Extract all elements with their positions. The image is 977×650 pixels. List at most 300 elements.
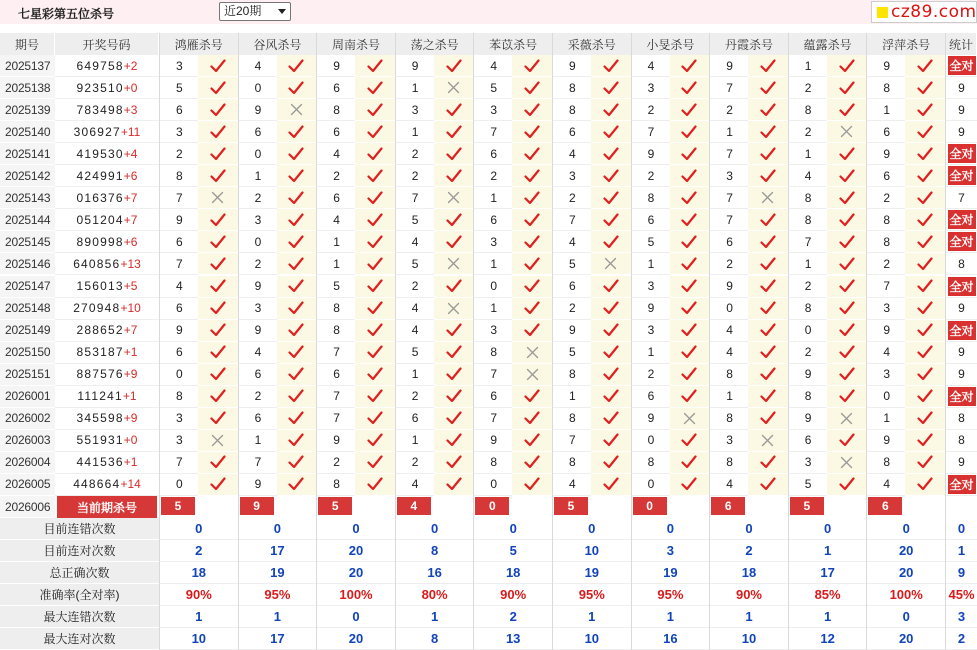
kill-number: 0: [710, 298, 748, 320]
summary-value: 0: [474, 518, 552, 540]
issue-number: 2025139: [0, 99, 55, 121]
check-icon: [434, 386, 474, 408]
draw-code: [55, 276, 159, 298]
kill-number: 4: [710, 342, 748, 364]
kill-number: 4: [474, 55, 512, 77]
check-icon: [355, 77, 395, 99]
check-icon: [827, 209, 867, 231]
kill-number: 4: [396, 320, 434, 342]
check-icon: [277, 187, 317, 209]
summary-value: 5: [474, 540, 552, 562]
current-kill-number: 6: [868, 497, 902, 515]
kill-number: 6: [317, 187, 355, 209]
kill-number: 9: [239, 474, 277, 496]
check-icon: [198, 276, 238, 298]
summary-value: 13: [474, 628, 552, 650]
check-icon: [905, 55, 945, 77]
kill-number: 9: [789, 364, 827, 386]
kill-number: 5: [317, 276, 355, 298]
kill-number: 8: [710, 364, 748, 386]
summary-value: 0: [553, 518, 631, 540]
row-stat: [946, 408, 977, 430]
check-icon: [670, 99, 710, 121]
check-icon: [748, 143, 788, 165]
draw-extra: +1: [123, 455, 138, 470]
column-divider: [709, 33, 710, 650]
site-logo[interactable]: [871, 1, 977, 23]
summary-row: [0, 584, 977, 606]
kill-number: 6: [160, 342, 198, 364]
row-stat: [946, 342, 977, 364]
draw-extra: +2: [123, 58, 138, 73]
summary-value: 20: [317, 628, 395, 650]
table-row: [0, 452, 977, 474]
table-row: [0, 77, 977, 99]
issue-number: 2025138: [0, 77, 55, 99]
kill-number: 6: [474, 386, 512, 408]
kill-number: 6: [867, 165, 905, 187]
summary-value: 0: [946, 518, 977, 540]
summary-label: 最大连错次数: [0, 606, 159, 628]
summary-value: 16: [396, 562, 474, 584]
kill-number: 7: [317, 408, 355, 430]
column-divider: [866, 33, 867, 650]
cross-icon: [434, 77, 474, 99]
kill-number: 0: [160, 364, 198, 386]
check-icon: [670, 320, 710, 342]
check-icon: [748, 276, 788, 298]
check-icon: [277, 386, 317, 408]
draw-extra: +10: [120, 301, 141, 316]
summary-value: 3: [632, 540, 710, 562]
header-expert: 采薇杀号: [553, 33, 632, 55]
summary-value: 8: [396, 540, 474, 562]
kill-number: 0: [239, 231, 277, 253]
kill-number: 5: [789, 474, 827, 496]
kill-number: 6: [553, 121, 591, 143]
kill-number: 6: [710, 231, 748, 253]
kill-number: 1: [789, 143, 827, 165]
draw-code: [55, 320, 159, 342]
draw-extra: +4: [123, 146, 138, 161]
kill-number: 2: [396, 452, 434, 474]
kill-number: 4: [789, 165, 827, 187]
cross-icon: [512, 364, 552, 386]
summary-value: 10: [160, 628, 238, 650]
draw-code: [55, 253, 159, 275]
kill-number: 2: [553, 298, 591, 320]
kill-number: 9: [632, 143, 670, 165]
check-icon: [512, 165, 552, 187]
check-icon: [591, 298, 631, 320]
draw-extra: +3: [123, 102, 138, 117]
kill-number: 6: [789, 430, 827, 452]
row-stat: [946, 187, 977, 209]
correct-count: 7: [958, 190, 965, 205]
check-icon: [670, 209, 710, 231]
summary-value: 1: [632, 606, 710, 628]
check-icon: [905, 276, 945, 298]
draw-code: [55, 165, 159, 187]
current-kill-number: 4: [397, 497, 431, 515]
check-icon: [748, 99, 788, 121]
check-icon: [277, 77, 317, 99]
check-icon: [355, 99, 395, 121]
draw-digits: 853187: [76, 345, 124, 360]
check-icon: [434, 121, 474, 143]
check-icon: [198, 364, 238, 386]
draw-digits: 111241: [77, 389, 123, 404]
summary-value: 12: [789, 628, 867, 650]
check-icon: [591, 408, 631, 430]
kill-number: 7: [160, 452, 198, 474]
correct-count: 8: [958, 433, 965, 448]
accuracy-value: 80%: [396, 584, 474, 606]
check-icon: [827, 187, 867, 209]
check-icon: [670, 77, 710, 99]
kill-number: 9: [710, 276, 748, 298]
summary-value: 17: [239, 540, 317, 562]
check-icon: [512, 298, 552, 320]
check-icon: [670, 121, 710, 143]
accuracy-value: 90%: [710, 584, 788, 606]
check-icon: [905, 77, 945, 99]
check-icon: [277, 364, 317, 386]
summary-value: 17: [789, 562, 867, 584]
kill-number: 8: [474, 342, 512, 364]
table-row: [0, 364, 977, 386]
check-icon: [827, 165, 867, 187]
kill-number: 6: [239, 408, 277, 430]
check-icon: [670, 143, 710, 165]
kill-number: 5: [553, 342, 591, 364]
header-expert: 苯苡杀号: [474, 33, 553, 55]
accuracy-value: 45%: [946, 584, 977, 606]
check-icon: [905, 121, 945, 143]
current-kill-number: 5: [790, 497, 824, 515]
kill-number: 9: [553, 55, 591, 77]
column-divider: [631, 33, 632, 650]
check-icon: [591, 320, 631, 342]
draw-digits: 923510: [76, 80, 124, 95]
cross-icon: [591, 253, 631, 275]
all-correct-badge: 全对: [948, 232, 976, 251]
check-icon: [355, 121, 395, 143]
draw-code: [55, 121, 159, 143]
kill-number: 3: [239, 209, 277, 231]
kill-number: 8: [553, 408, 591, 430]
kill-number: 0: [474, 276, 512, 298]
kill-number: 6: [239, 121, 277, 143]
kill-number: 2: [396, 165, 434, 187]
kill-number: 7: [317, 342, 355, 364]
check-icon: [591, 231, 631, 253]
check-icon: [827, 276, 867, 298]
kill-number: 0: [789, 320, 827, 342]
check-icon: [198, 77, 238, 99]
kill-number: 6: [474, 209, 512, 231]
check-icon: [591, 430, 631, 452]
check-icon: [670, 430, 710, 452]
kill-number: 8: [474, 452, 512, 474]
period-select[interactable]: [219, 2, 291, 21]
draw-digits: 156013: [76, 279, 124, 294]
kill-number: 9: [160, 209, 198, 231]
kill-number: 2: [553, 187, 591, 209]
check-icon: [355, 474, 395, 496]
kill-number: 8: [632, 187, 670, 209]
draw-digits: 887576: [76, 367, 124, 382]
kill-number: 7: [239, 452, 277, 474]
check-icon: [355, 253, 395, 275]
current-kill-number: 0: [475, 497, 509, 515]
summary-value: 0: [160, 518, 238, 540]
draw-code: [55, 99, 159, 121]
current-issue-row: [0, 496, 977, 518]
summary-value: 20: [867, 628, 945, 650]
summary-value: 19: [632, 562, 710, 584]
kill-number: 7: [160, 253, 198, 275]
check-icon: [512, 99, 552, 121]
check-icon: [670, 165, 710, 187]
check-icon: [827, 143, 867, 165]
header-issue: 期号: [0, 33, 55, 55]
check-icon: [277, 121, 317, 143]
kill-number: 5: [396, 253, 434, 275]
check-icon: [905, 452, 945, 474]
cross-icon: [748, 430, 788, 452]
summary-row: [0, 606, 977, 628]
issue-number: 2026003: [0, 430, 55, 452]
check-icon: [355, 143, 395, 165]
kill-number: 8: [553, 364, 591, 386]
table-row: [0, 55, 977, 77]
kill-number: 8: [553, 99, 591, 121]
kill-number: 1: [396, 121, 434, 143]
table-header-row: [0, 33, 977, 55]
correct-count: 9: [958, 367, 965, 382]
summary-label: 总正确次数: [0, 562, 159, 584]
summary-value: 2: [710, 540, 788, 562]
cross-icon: [827, 452, 867, 474]
check-icon: [512, 253, 552, 275]
check-icon: [277, 430, 317, 452]
summary-value: 10: [710, 628, 788, 650]
cross-icon: [198, 187, 238, 209]
check-icon: [434, 342, 474, 364]
kill-number: 3: [632, 77, 670, 99]
check-icon: [591, 77, 631, 99]
cross-icon: [512, 342, 552, 364]
kill-number: 4: [317, 209, 355, 231]
summary-value: 20: [317, 540, 395, 562]
kill-number: 1: [710, 386, 748, 408]
check-icon: [905, 143, 945, 165]
draw-code: [55, 474, 159, 496]
kill-number: 9: [867, 143, 905, 165]
check-icon: [748, 55, 788, 77]
table-row: [0, 408, 977, 430]
check-icon: [827, 99, 867, 121]
row-stat: [946, 55, 977, 77]
check-icon: [748, 253, 788, 275]
accuracy-value: 100%: [867, 584, 945, 606]
kill-number: 1: [239, 430, 277, 452]
kill-number: 3: [710, 165, 748, 187]
summary-value: 19: [553, 562, 631, 584]
kill-number: 2: [317, 452, 355, 474]
summary-label: 准确率(全对率): [0, 584, 159, 606]
check-icon: [827, 298, 867, 320]
check-icon: [748, 298, 788, 320]
issue-number: 2026005: [0, 474, 55, 496]
kill-number: 8: [867, 77, 905, 99]
check-icon: [512, 209, 552, 231]
check-icon: [591, 121, 631, 143]
kill-number: 0: [474, 474, 512, 496]
draw-digits: 306927: [73, 124, 121, 139]
kill-number: 5: [160, 77, 198, 99]
kill-number: 0: [632, 474, 670, 496]
draw-digits: 016376: [76, 190, 124, 205]
kill-number: 8: [553, 77, 591, 99]
check-icon: [827, 55, 867, 77]
table-row: [0, 298, 977, 320]
draw-digits: 345598: [76, 411, 124, 426]
issue-number: 2025148: [0, 298, 55, 320]
check-icon: [591, 143, 631, 165]
draw-digits: 551931: [76, 433, 124, 448]
issue-number: 2025141: [0, 143, 55, 165]
kill-number: 9: [239, 99, 277, 121]
check-icon: [198, 298, 238, 320]
kill-number: 7: [632, 121, 670, 143]
summary-label: 目前连对次数: [0, 540, 159, 562]
summary-value: 18: [160, 562, 238, 584]
kill-number: 7: [474, 121, 512, 143]
draw-digits: 649758: [76, 58, 124, 73]
summary-value: 0: [317, 606, 395, 628]
kill-number: 8: [160, 165, 198, 187]
accuracy-value: 100%: [317, 584, 395, 606]
kill-number: 6: [317, 121, 355, 143]
kill-number: 1: [474, 187, 512, 209]
check-icon: [512, 386, 552, 408]
all-correct-badge: 全对: [948, 387, 976, 406]
check-icon: [827, 474, 867, 496]
issue-number: 2025140: [0, 121, 55, 143]
kill-number: 1: [789, 55, 827, 77]
kill-number: 4: [553, 231, 591, 253]
column-divider: [316, 33, 317, 650]
check-icon: [748, 320, 788, 342]
check-icon: [591, 165, 631, 187]
check-icon: [905, 474, 945, 496]
kill-number: 1: [553, 386, 591, 408]
kill-number: 8: [789, 187, 827, 209]
draw-digits: 441536: [76, 455, 124, 470]
check-icon: [905, 298, 945, 320]
kill-number: 6: [317, 77, 355, 99]
summary-value: 1: [946, 540, 977, 562]
kill-number: 3: [239, 298, 277, 320]
column-divider: [159, 33, 160, 650]
chevron-down-icon: [278, 9, 286, 14]
summary-value: 0: [632, 518, 710, 540]
draw-code: [55, 231, 159, 253]
check-icon: [512, 55, 552, 77]
check-icon: [512, 452, 552, 474]
check-icon: [670, 55, 710, 77]
all-correct-badge: 全对: [948, 210, 976, 229]
kill-number: 7: [553, 430, 591, 452]
check-icon: [198, 474, 238, 496]
check-icon: [512, 320, 552, 342]
current-kill-number: 5: [554, 497, 588, 515]
draw-digits: 640856: [73, 256, 121, 271]
current-kill-number: 9: [240, 497, 274, 515]
kill-number: 8: [789, 99, 827, 121]
check-icon: [748, 408, 788, 430]
summary-value: 1: [789, 606, 867, 628]
accuracy-value: 95%: [553, 584, 631, 606]
kill-number: 0: [160, 474, 198, 496]
kill-number: 9: [867, 55, 905, 77]
current-kill-number: 0: [633, 497, 667, 515]
kill-number: 9: [867, 430, 905, 452]
correct-count: 8: [958, 411, 965, 426]
kill-number: 5: [632, 231, 670, 253]
kill-number: 1: [867, 99, 905, 121]
summary-value: 1: [710, 606, 788, 628]
kill-number: 4: [553, 143, 591, 165]
check-icon: [512, 143, 552, 165]
table-row: [0, 430, 977, 452]
check-icon: [277, 209, 317, 231]
kill-number: 3: [553, 165, 591, 187]
kill-number: 2: [396, 386, 434, 408]
kill-number: 7: [710, 143, 748, 165]
summary-row: [0, 540, 977, 562]
summary-value: 9: [946, 562, 977, 584]
kill-number: 1: [396, 77, 434, 99]
kill-number: 4: [396, 474, 434, 496]
check-icon: [748, 474, 788, 496]
check-icon: [198, 386, 238, 408]
issue-number: 2025143: [0, 187, 55, 209]
kill-number: 4: [867, 342, 905, 364]
kill-number: 6: [160, 99, 198, 121]
check-icon: [905, 99, 945, 121]
accuracy-value: 95%: [632, 584, 710, 606]
all-correct-badge: 全对: [948, 475, 976, 494]
kill-number: 9: [553, 320, 591, 342]
kill-number: 2: [867, 187, 905, 209]
kill-number: 3: [867, 298, 905, 320]
row-stat: [946, 430, 977, 452]
check-icon: [670, 474, 710, 496]
check-icon: [512, 430, 552, 452]
kill-number: 1: [632, 342, 670, 364]
kill-number: 4: [632, 55, 670, 77]
summary-value: 3: [946, 606, 977, 628]
kill-number: 2: [317, 165, 355, 187]
kill-number: 3: [160, 408, 198, 430]
issue-number: 2025147: [0, 276, 55, 298]
kill-number: 3: [396, 99, 434, 121]
check-icon: [434, 143, 474, 165]
check-icon: [355, 386, 395, 408]
